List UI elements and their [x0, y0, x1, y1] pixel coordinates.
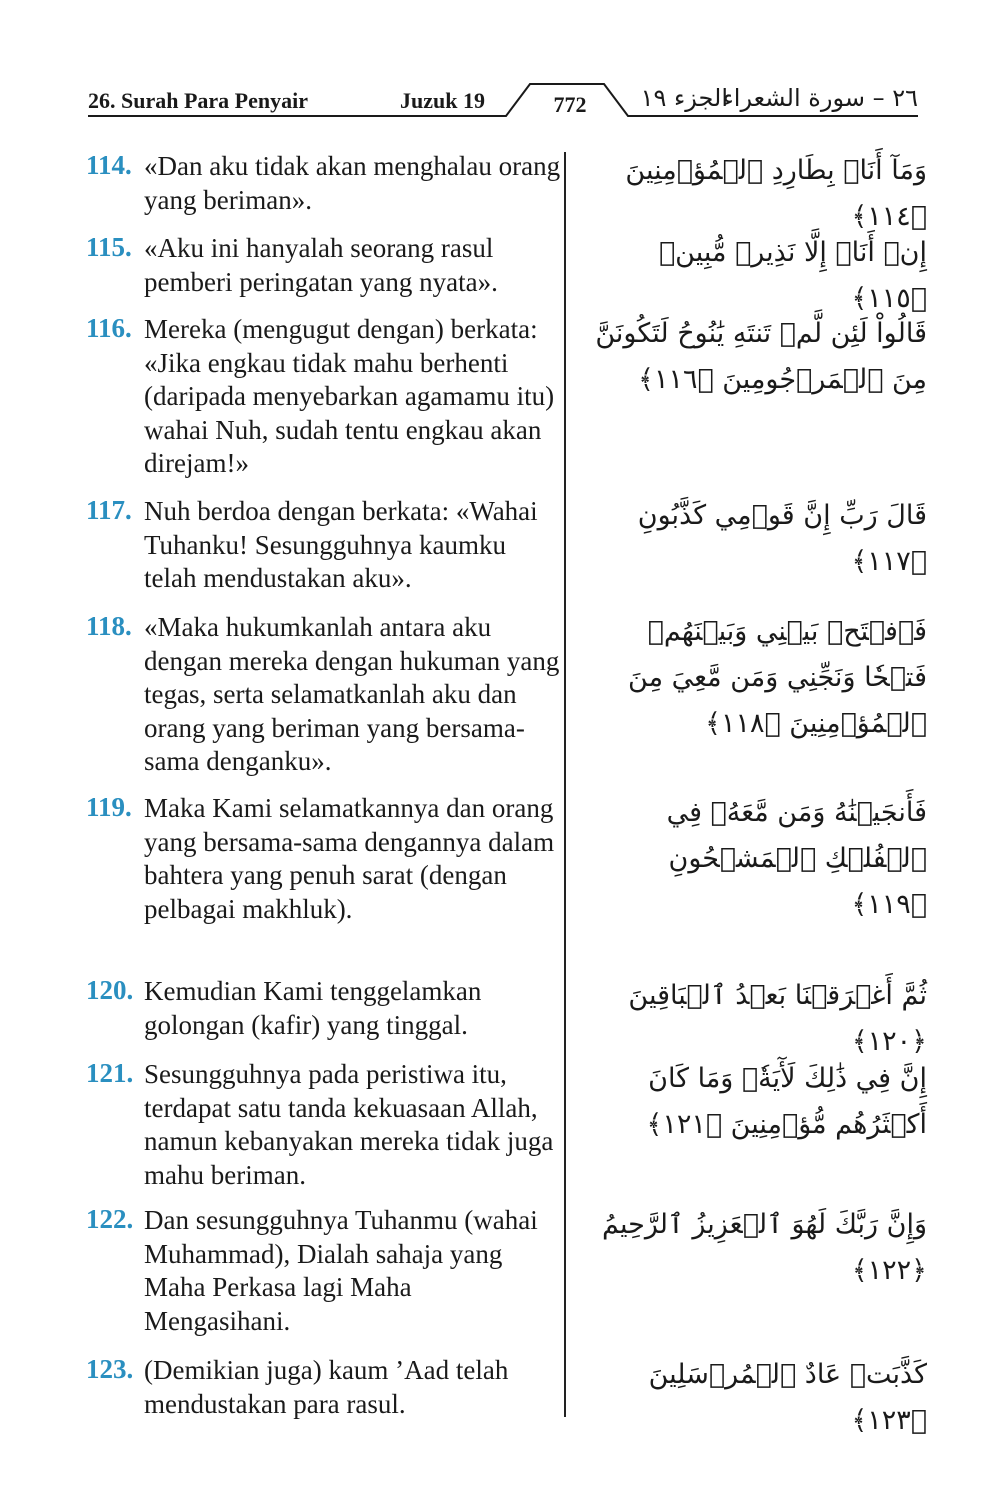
verse-number: 116. — [86, 313, 132, 343]
verse-number: 115. — [86, 232, 132, 262]
verse-number: 122. — [86, 1204, 134, 1234]
verse-translation: «Aku ini hanyalah seorang rasul pemberi peringatan yang nyata». — [144, 233, 498, 297]
verse-number: 117. — [86, 495, 132, 525]
juz-label-latin: Juzuk 19 — [400, 88, 485, 113]
verse-translation: Mereka (mengugut dengan) berkata: «Jika engkau tidak mahu berhenti (daripada menyebarkan agamamu itu) wahai Nuh, sudah tentu engkau akan direjam!» — [144, 314, 555, 478]
verse-translation: Dan sesungguhnya Tuhanmu (wahai Muhammad), Dialah sahaja yang Maha Perkasa lagi Maha Mengasihani. — [144, 1205, 538, 1336]
verse-translation: «Dan aku tidak akan menghalau orang yang beriman». — [144, 151, 561, 215]
surah-title-latin: 26. Surah Para Penyair — [88, 88, 308, 113]
juz-label-arabic: الجزء ١٩ — [640, 84, 728, 112]
verse-arabic: ثُمَّ أَغۡرَقۡنَا بَعۡدُ ٱلۡبَاقِينَ ﴿١٢٠﴾ — [628, 980, 927, 1057]
verse-number: 118. — [86, 611, 132, 641]
verse-arabic: وَمَآ أَنَا۠ بِطَارِدِ ٱلۡمُؤۡمِنِينَ ﴿١١٤﴾ — [625, 155, 927, 232]
page-number: 772 — [553, 92, 587, 117]
verse-translation: Nuh berdoa dengan berkata: «Wahai Tuhanku! Sesungguhnya kaumku telah mendustakan aku». — [144, 496, 538, 593]
verse-number: 119. — [86, 792, 132, 822]
verse-arabic: كَذَّبَتۡ عَادٌ ٱلۡمُرۡسَلِينَ ﴿١٢٣﴾ — [648, 1359, 927, 1436]
surah-title-arabic: ٢٦ – سورة الشعراء — [722, 84, 918, 112]
verse-translation: (Demikian juga) kaum ’Aad telah mendustakan para rasul. — [144, 1355, 509, 1419]
verse-number: 120. — [86, 975, 134, 1005]
verse-number: 114. — [86, 150, 132, 180]
verse-arabic: فَٱفۡتَحۡ بَيۡنِي وَبَيۡنَهُمۡ فَتۡحٗا وَنَجِّنِي وَمَن مَّعِيَ مِنَ ٱلۡمُؤۡمِنِينَ ﴿١١٨﴾ — [628, 616, 927, 739]
verse-arabic: قَالُواْ لَئِن لَّمۡ تَنتَهِ يَٰنُوحُ لَتَكُونَنَّ مِنَ ٱلۡمَرۡجُومِينَ ﴿١١٦﴾ — [595, 318, 927, 395]
verse-translation: Kemudian Kami tenggelamkan golongan (kafir) yang tinggal. — [144, 976, 482, 1040]
verse-arabic: إِنۡ أَنَا۠ إِلَّا نَذِيرٞ مُّبِينٞ ﴿١١٥﴾ — [658, 237, 927, 314]
verse-translation: «Maka hukumkanlah antara aku dengan mereka dengan hukuman yang tegas, serta selamatkanlah aku dan orang yang beriman yang bersama-sama denganku». — [144, 612, 560, 776]
verse-translation: Maka Kami selamatkannya dan orang yang bersama-sama dengannya dalam bahtera yang penuh sarat (dengan pelbagai makhluk). — [144, 793, 555, 924]
verse-arabic: فَأَنجَيۡنَٰهُ وَمَن مَّعَهُۥ فِي ٱلۡفُلۡكِ ٱلۡمَشۡحُونِ ﴿١١٩﴾ — [666, 797, 927, 920]
verse-number: 123. — [86, 1354, 134, 1384]
verse-arabic: وَإِنَّ رَبَّكَ لَهُوَ ٱلۡعَزِيزُ ٱلرَّحِيمُ ﴿١٢٢﴾ — [602, 1209, 927, 1286]
column-divider — [564, 152, 566, 1417]
page-header — [88, 80, 918, 122]
verse-number: 121. — [86, 1058, 134, 1088]
verse-arabic: قَالَ رَبِّ إِنَّ قَوۡمِي كَذَّبُونِ ﴿١١٧﴾ — [637, 500, 927, 577]
verse-translation: Sesungguhnya pada peristiwa itu, terdapat satu tanda kekuasaan Allah, namun kebanyakan mereka tidak juga mahu beriman. — [144, 1059, 554, 1190]
verse-arabic: إِنَّ فِي ذَٰلِكَ لَأٓيَةٗۖ وَمَا كَانَ أَكۡثَرُهُم مُّؤۡمِنِينَ ﴿١٢١﴾ — [646, 1063, 927, 1140]
